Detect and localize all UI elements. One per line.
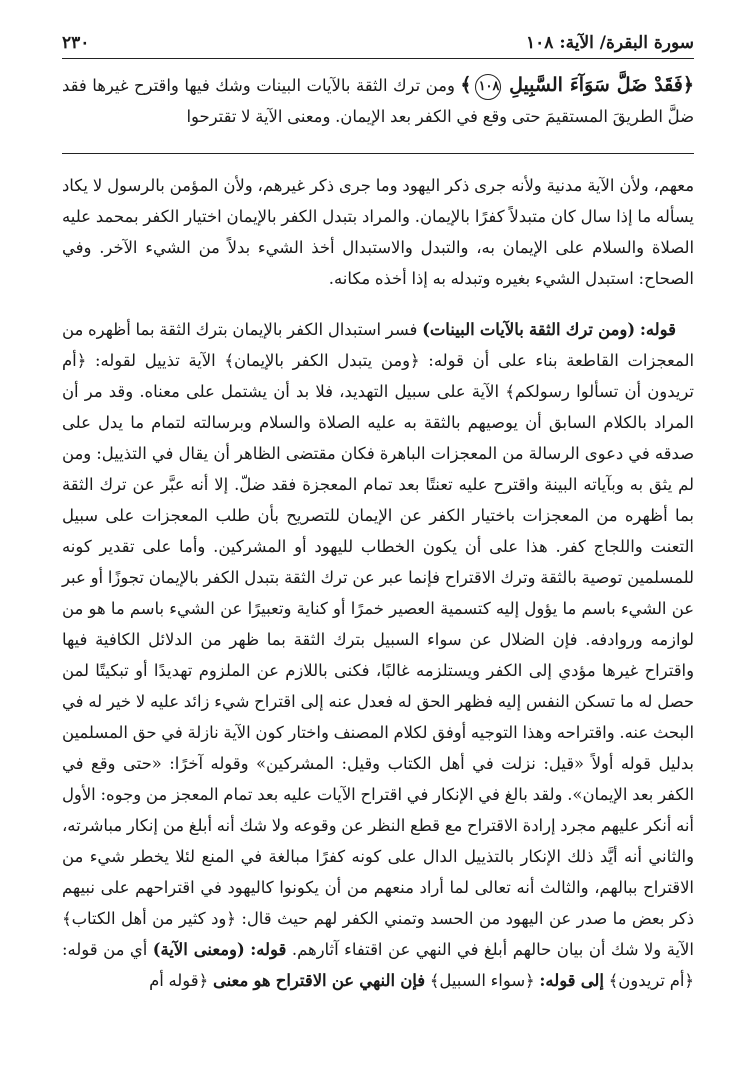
text-segment: الآية تذييل لقوله: (94, 351, 216, 370)
surah-info: سورة البقرة/ الآية: ١٠٨ (526, 33, 694, 53)
text-segment: فإن النهي عن الاقتراح هو معنى (212, 971, 426, 990)
text-segment: إلى قوله: (539, 971, 604, 990)
lemma-1: (ومن ترك الثقة بالآيات البينات) (422, 320, 636, 339)
main-text (62, 70, 694, 132)
text-segment: أي من قوله: (62, 940, 148, 959)
quote-1: ﴿ومن يتبدل الكفر بالإيمان﴾ (224, 351, 420, 370)
page-number: ٢٣٠ (62, 33, 90, 53)
commentary-section (62, 314, 694, 996)
quote-3: ﴿ود كثير من أهل الكتاب﴾ (62, 909, 236, 928)
verse-close-bracket: ﴾ (460, 74, 472, 96)
qawluhu-label-2: قوله: (250, 940, 287, 959)
quran-verse: ﴿فَقَدْ ضَلَّ سَوَآءَ السَّبِيلِ (509, 74, 694, 96)
lemma-2: (ومعنى الآية) (152, 940, 245, 959)
main-commentary: ومن ترك الثقة بالآيات البينات وشك فيها واقترح غيرها فقد ضلَّ الطريقَ المستقيمَ حتى وقع في الكفر بعد الإيمان. ومعنى الآية لا تقترحوا (62, 76, 694, 126)
continuation-paragraph: معهم، ولأن الآية مدنية ولأنه جرى ذكر اليهود وما جرى ذكر غيرهم، ولأن المؤمن بالرسول لا يكاد يسأله ما إذا سال كان متبدلاً كفرًا بالإيمان. والمراد بتبدل الكفر بالإيمان اختيار الكفر بمحمد عليه الصلاة والسلام على الإيمان به، والتبدل والاستبدال أخذ الشيء بدلاً من الشيء الآخر. وفي الصحاح: استبدل الشيء بغيره وتبدله به إذا أخذه مكانه. (62, 176, 694, 288)
commentary-paragraph (62, 314, 694, 996)
text-segment: الآية ولا شك أن بيان حالهم أبلغ في النهي عن اقتفاء آثارهم. (291, 940, 694, 959)
section-divider (62, 153, 694, 154)
quote-4: ﴿أم تريدون﴾ (608, 971, 694, 990)
quote-5: ﴿سواء السبيل﴾ (429, 971, 535, 990)
quote-6: ﴿قوله أم (149, 971, 209, 990)
verse-number-marker: ١٠٨ (475, 74, 501, 100)
qawluhu-label: قوله: (639, 320, 676, 339)
quote-2: ﴿أم تريدون أن تسألوا رسولكم﴾ (62, 351, 694, 401)
page-header (62, 28, 694, 59)
continuation-text (62, 170, 694, 294)
text-segment: الآية على سبيل التهديد، فلا بد أن يشتمل على معناه. وقد مر أن المراد بالكلام السابق أن يوصيهم بالثقة به عليه الصلاة والسلام وبرسالته لتمام ما يدل على صدقه في دعوى الرسالة من المعجزات الباهرة فكان مقتضى الظاهر أن يقال في التذييل: ومن لم يثق به وبآياته البينة واقترح عليه تعنتًا بعد تمام المعجزة فقد ضلّ. إلا أنه عبَّر عن ترك الثقة بما أظهره من المعجزات باختيار الكفر عن الإيمان للتصريح بأن طلب المعجزات على سبيل التعنت واللجاج كفر. هذا على أن يكون الخطاب لليهود أو المشركين. وأما على تقدير كونه للمسلمين توصية بالثقة وترك الاقتراح فإنما عبر عن ترك الثقة بتبدل الكفر بالإيمان تجوزًا أو عبر عن الشيء باسم ما يؤول إليه كتسمية العصير خمرًا أو كناية وتعبيرًا عن الشيء باسم ما هو من لوازمه وروادفه. فإن الضلال عن سواء السبيل بترك الثقة بما ظهر من الدلائل الكافية فيها واقتراح غيرها مؤدي إلى الكفر ويستلزمه غالبًا، فكنى باللازم عن الملزوم تهديدًا أو تبكيتًا لمن حصل له ما تسكن النفس إليه فظهر الحق له فعدل عنه إلى اقتراح شيء زائد عليه لا خير له في البحث عنه. واقتراحه وهذا التوجيه أوفق لكلام المصنف واختار كون الآية نازلة في حق المسلمين بدليل قوله أولاً «قيل: نزلت في أهل الكتاب وقيل: المشركين» وقوله آخرًا: «حتى وقع في الكفر بعد الإيمان». ولقد بالغ في الإنكار في اقتراح الآيات عليه بعد تمام المعجز من وجوه: الأول أنه أنكر عليهم مجرد إرادة الاقتراح مع قطع النظر عن وقوعه ولا شك أنه أبلغ من إنكار مباشرته، والثاني أنه أيَّد ذلك الإنكار بالتذييل الدال على كونه كفرًا مبالغة في المنع لئلا يخطر شيء من الاقتراح ببالهم، والثالث أنه تعالى لما أراد منعهم من أن يكونوا كاليهود في اقتراحهم على نبيهم ذكر بعض ما صدر عن اليهود من الحسد وتمني الكفر لهم حيث قال: (62, 382, 695, 928)
text-segment: فسر استبدال الكفر بالإيمان بترك الثقة بما أظهره من المعجزات القاطعة بناء على أن قوله: (62, 320, 694, 370)
